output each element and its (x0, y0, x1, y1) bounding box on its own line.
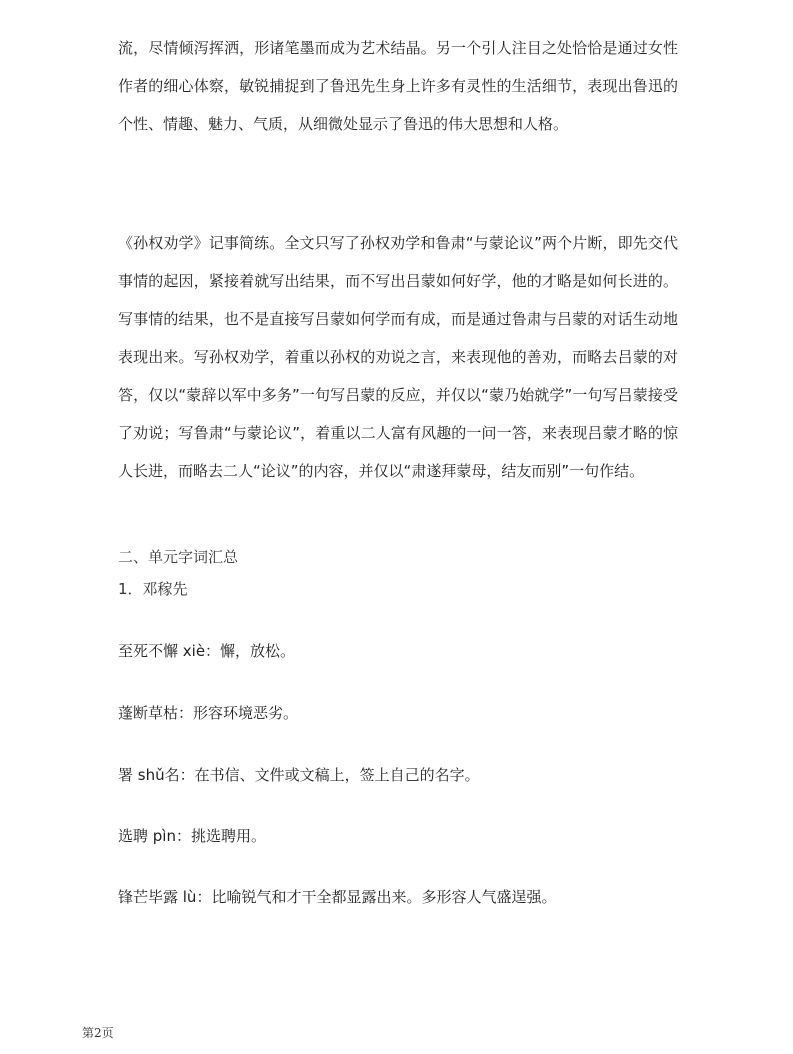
vocabulary-entry: 署 shǔ名：在书信、文件或文稿上，签上自己的名字。 (118, 766, 480, 784)
body-paragraph: 流，尽情倾泻挥洒，形诸笔墨而成为艺术结晶。另一个引人注目之处恰恰是通过女性作者的细心体察，敏锐捕捉到了鲁迅先生身上许多有灵性的生活细节，表现出鲁迅的个性、情趣、魅力、气质，从细微处显示了鲁迅的伟大思想和人格。 (118, 39, 678, 133)
section-heading: 二、单元字词汇总 (118, 548, 239, 566)
vocabulary-entry: 选聘 pìn：挑选聘用。 (118, 827, 266, 845)
vocabulary-entry: 锋芒毕露 lù：比喻锐气和才干全都显露出来。多形容人气盛逞强。 (118, 888, 557, 906)
sub-heading: 1．邓稼先 (118, 580, 188, 598)
vocabulary-entry: 蓬断草枯：形容环境恶劣。 (118, 704, 299, 722)
page-number: 第2页 (82, 1026, 114, 1040)
body-paragraph: 《孙权劝学》记事简练。全文只写了孙权劝学和鲁肃“与蒙论议”两个片断，即先交代事情的起因，紧接着就写出结果，而不写出吕蒙如何好学，他的才略是如何长进的。写事情的结果，也不是直接写吕蒙如何学而有成，而是通过鲁肃与吕蒙的对话生动地表现出来。写孙权劝学，着重以孙权的劝说之言，来表现他的善劝，而略去吕蒙的对答，仅以“蒙辞以军中多务”一句写吕蒙的反应，并仅以“蒙乃始就学”一句写吕蒙接受了劝说；写鲁肃“与蒙论议”，着重以二人富有风趣的一问一答，来表现吕蒙才略的惊人长进，而略去二人“论议”的内容，并仅以“肃遂拜蒙母，结友而别”一句作结。 (118, 234, 678, 480)
vocabulary-entry: 至死不懈 xiè：懈，放松。 (118, 642, 296, 660)
